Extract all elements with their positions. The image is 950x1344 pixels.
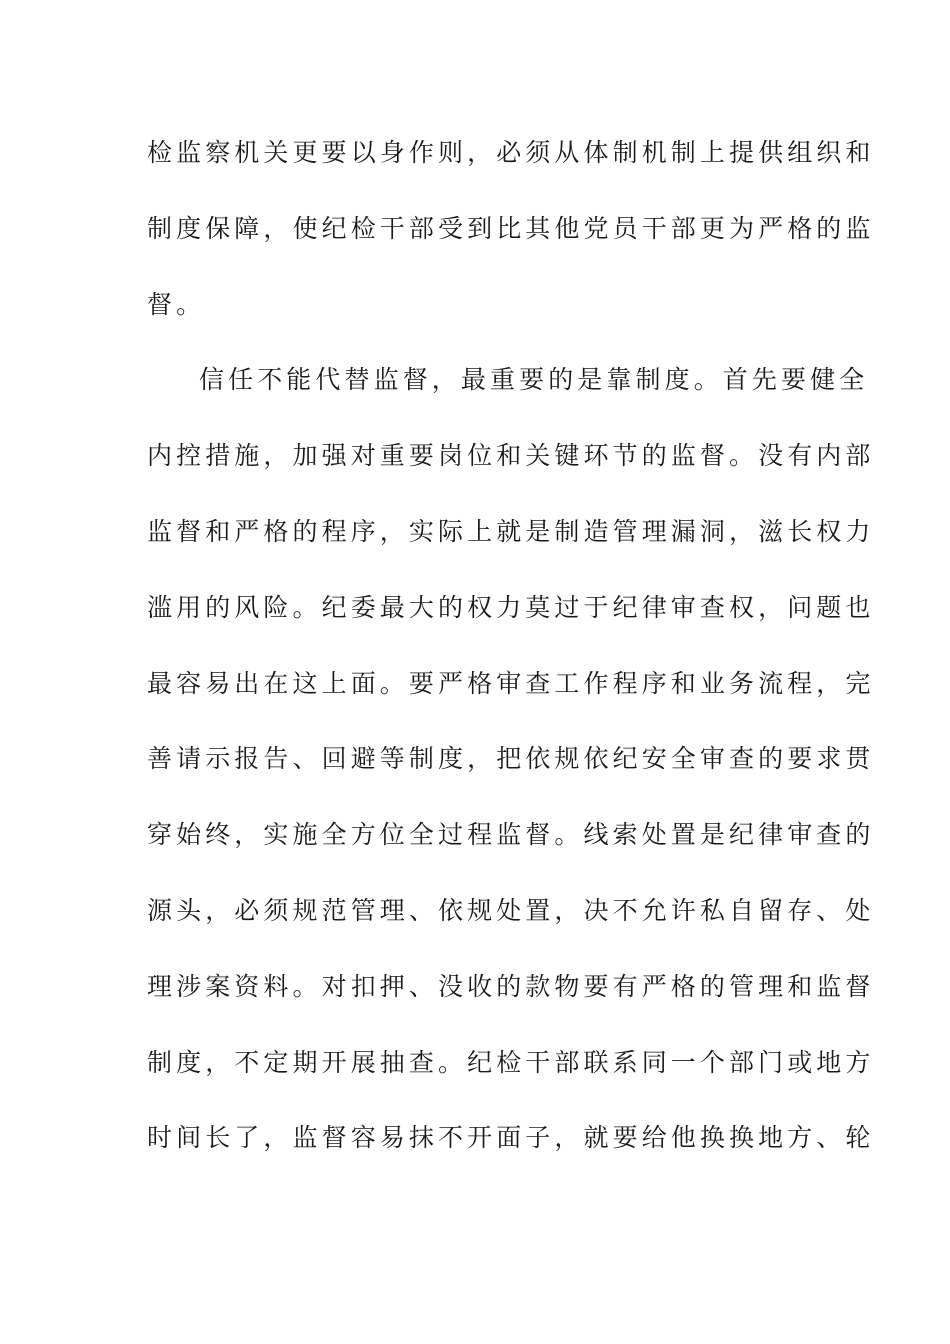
paragraph-first-line: 信任不能代替监督，最重要的是靠制度。首先要健全 <box>199 365 869 395</box>
text-line: 制度，不定期开展抽查。纪检干部联系同一个部门或地方 <box>147 1047 875 1077</box>
text-line: 理涉案资料。对扣押、没收的款物要有严格的管理和监督 <box>147 971 875 1001</box>
text-line: 督。 <box>147 289 206 319</box>
text-line: 内控措施，加强对重要岗位和关键环节的监督。没有内部 <box>147 441 875 471</box>
document-body <box>147 128 875 1189</box>
text-line: 源头，必须规范管理、依规处置，决不允许私自留存、处 <box>147 895 875 925</box>
text-line: 监督和严格的程序，实际上就是制造管理漏洞，滋长权力 <box>147 516 875 546</box>
text-line: 最容易出在这上面。要严格审查工作程序和业务流程，完 <box>147 668 875 698</box>
text-line: 制度保障，使纪检干部受到比其他党员干部更为严格的监 <box>147 213 875 243</box>
text-line: 滥用的风险。纪委最大的权力莫过于纪律审查权，问题也 <box>147 592 875 622</box>
text-line: 检监察机关更要以身作则，必须从体制机制上提供组织和 <box>147 138 875 167</box>
text-line: 时间长了，监督容易抹不开面子，就要给他换换地方、轮 <box>147 1123 875 1153</box>
text-line: 穿始终，实施全方位全过程监督。线索处置是纪律审查的 <box>147 820 875 850</box>
text-line: 善请示报告、回避等制度，把依规依纪安全审查的要求贯 <box>147 744 875 774</box>
